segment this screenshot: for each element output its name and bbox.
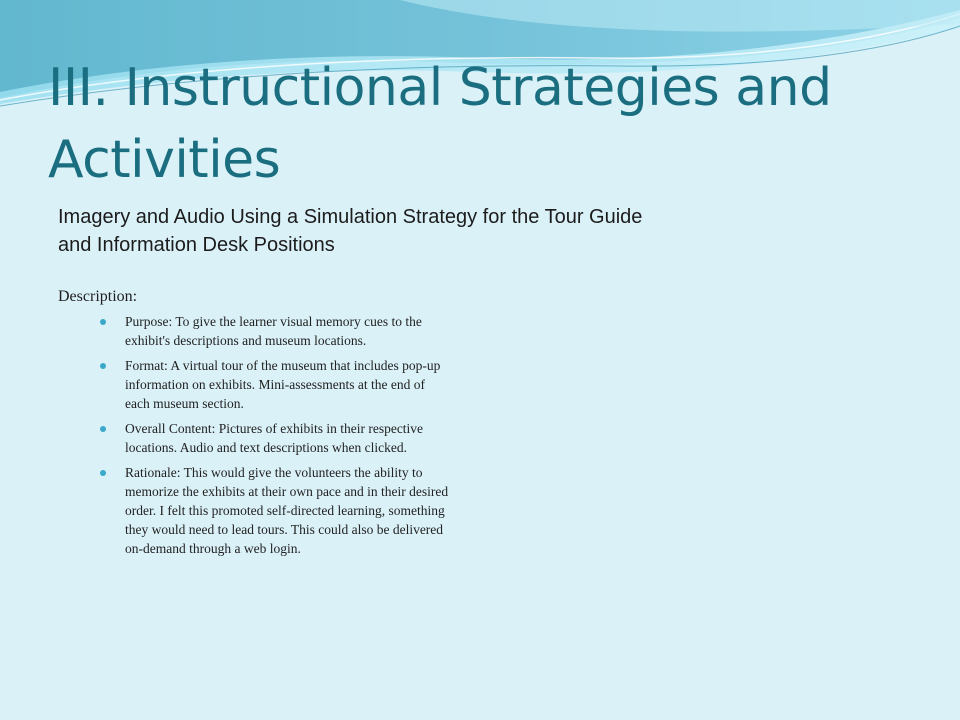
bullet-marker-icon (100, 363, 106, 369)
bullet-list (98, 312, 453, 564)
description-label: Description: (58, 288, 138, 305)
bullet-item-rationale (98, 463, 453, 558)
bullet-marker-icon (100, 319, 106, 325)
bullet-item-format (98, 356, 453, 413)
bullet-text: Purpose: To give the learner visual memory cues to the exhibit's descriptions and museum locations. (125, 314, 422, 348)
bullet-marker-icon (100, 426, 106, 432)
bullet-text: Format: A virtual tour of the museum that includes pop-up information on exhibits. Mini-assessments at the end of each museum section. (125, 358, 441, 411)
bullet-text: Overall Content: Pictures of exhibits in their respective locations. Audio and text descriptions when clicked. (125, 421, 424, 455)
slide-subtitle: Imagery and Audio Using a Simulation Strategy for the Tour Guide and Information Desk Positions (58, 206, 643, 256)
bullet-item-purpose (98, 312, 453, 350)
bullet-item-overall-content (98, 419, 453, 457)
bullet-text: Rationale: This would give the volunteers the ability to memorize the exhibits at their own pace and in their desired order. I felt this promoted self-directed learning, something they would need to lead tours. This could also be delivered on-demand through a web login. (125, 465, 449, 556)
bullet-marker-icon (100, 470, 106, 476)
slide-title: III. Instructional Strategies and Activities (48, 58, 832, 190)
